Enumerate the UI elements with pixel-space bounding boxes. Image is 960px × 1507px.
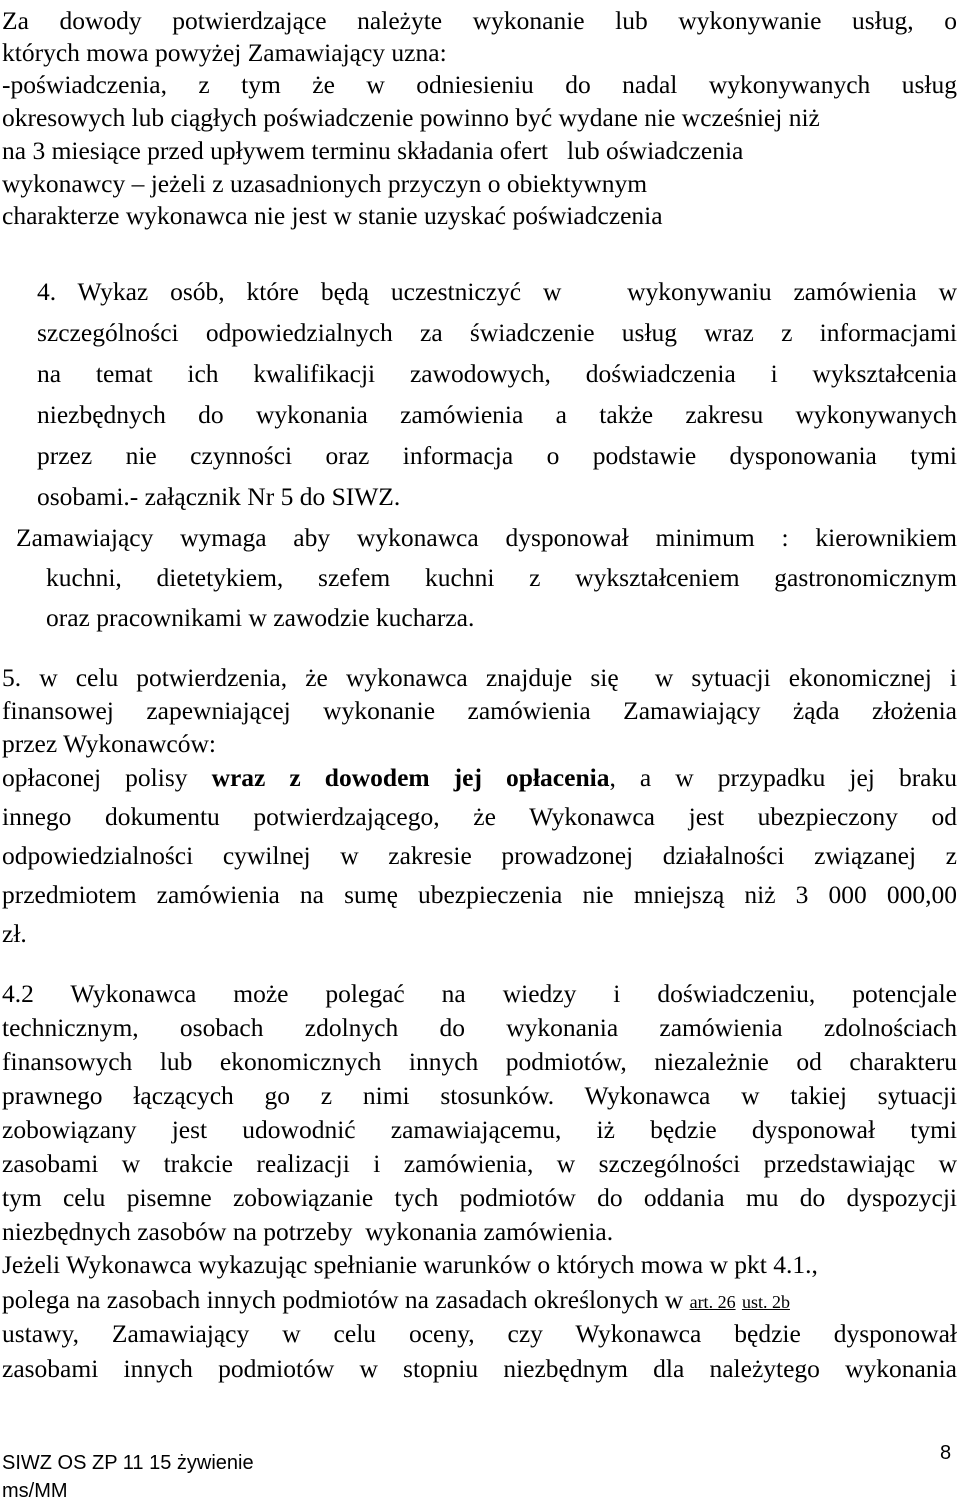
text-line: przez Wykonawców: (2, 729, 216, 758)
text-line: których mowa powyżej Zamawiający uzna: (2, 38, 447, 67)
text-line: tym celu pisemne zobowiązanie tych podmiotów do oddania mu do dyspozycji (2, 1183, 957, 1212)
text-line: finansowych lub ekonomicznych innych podmiotów, niezależnie od charakteru (2, 1047, 957, 1076)
page-number: 8 (940, 1442, 952, 1464)
text-line: charakterze wykonawca nie jest w stanie uzyskać poświadczenia (2, 201, 663, 230)
text-line: zasobami w trakcie realizacji i zamówienia, w szczególności przedstawiając w (2, 1149, 957, 1178)
text-line: 5. w celu potwierdzenia, że wykonawca znajduje się w sytuacji ekonomicznej i (2, 663, 957, 692)
text-segment: polega na zasobach innych podmiotów na zasadach określonych w (2, 1285, 690, 1314)
text-line: technicznym, osobach zdolnych do wykonania zamówienia zdolnościach (2, 1013, 957, 1042)
text-line: na temat ich kwalifikacji zawodowych, doświadczenia i wykształcenia (37, 359, 957, 388)
text-segment: , a w przypadku jej braku (609, 763, 957, 792)
text-line: przez nie czynności oraz informacja o podstawie dysponowania tymi (37, 441, 957, 470)
text-line: finansowej zapewniającej wykonanie zamówienia Zamawiający żąda złożenia (2, 696, 957, 725)
text-line: zobowiązany jest udowodnić zamawiającemu, iż będzie dysponował tymi (2, 1115, 957, 1144)
text-line: niezbędnych zasobów na potrzeby wykonania zamówienia. (2, 1217, 614, 1246)
text-line: ustawy, Zamawiający w celu oceny, czy Wykonawca będzie dysponował (2, 1319, 957, 1348)
paragraph-link[interactable]: ust. 2b (741, 1292, 790, 1312)
text-line: 4. Wykaz osób, które będą uczestniczyć w wykonywaniu zamówienia w (37, 277, 957, 306)
text-line: prawnego łączących go z nimi stosunków. Wykonawca w takiej sytuacji (2, 1081, 957, 1110)
text-line: Za dowody potwierdzające należyte wykonanie lub wykonywanie usług, o (2, 6, 957, 35)
text-line: -poświadczenia, z tym że w odniesieniu do nadal wykonywanych usług (2, 70, 957, 99)
text-line: Jeżeli Wykonawca wykazując spełnianie warunków o których mowa w pkt 4.1., (2, 1250, 818, 1279)
text-line-with-references (2, 1285, 790, 1317)
text-line: zł. (2, 919, 27, 948)
text-line: wykonawcy – jeżeli z uzasadnionych przyczyn o obiektywnym (2, 169, 648, 198)
document-initials: ms/MM (2, 1480, 68, 1502)
text-line: osobami.- załącznik Nr 5 do SIWZ. (37, 482, 401, 511)
text-line: 4.2 Wykonawca może polegać na wiedzy i doświadczeniu, potencjale (2, 979, 957, 1008)
polisa-line (2, 763, 957, 793)
text-line: przedmiotem zamówienia na sumę ubezpieczenia nie mniejszą niż 3 000 000,00 (2, 880, 957, 909)
article-link[interactable]: art. 26 (689, 1292, 736, 1312)
text-segment: opłaconej polisy (2, 763, 212, 792)
text-line: kuchni, dietetykiem, szefem kuchni z wykształceniem gastronomicznym (46, 563, 957, 592)
text-line: niezbędnych do wykonania zamówienia a także zakresu wykonywanych (37, 400, 957, 429)
text-line: na 3 miesiące przed upływem terminu składania ofert lub oświadczenia (2, 136, 744, 165)
text-line: zasobami innych podmiotów w stopniu niezbędnym dla należytego wykonania (2, 1354, 957, 1383)
text-line: innego dokumentu potwierdzającego, że Wykonawca jest ubezpieczony od (2, 802, 957, 831)
document-id: SIWZ OS ZP 11 15 żywienie (2, 1452, 254, 1474)
text-line: okresowych lub ciągłych poświadczenie powinno być wydane nie wcześniej niż (2, 103, 820, 132)
text-line: Zamawiający wymaga aby wykonawca dysponował minimum : kierownikiem (16, 523, 957, 552)
bold-text: wraz z dowodem jej opłacenia (211, 763, 610, 792)
text-line: szczególności odpowiedzialnych za świadczenie usług wraz z informacjami (37, 318, 957, 347)
text-line: odpowiedzialności cywilnej w zakresie prowadzonej działalności związanej z (2, 841, 957, 870)
text-line: oraz pracownikami w zawodzie kucharza. (46, 603, 475, 632)
